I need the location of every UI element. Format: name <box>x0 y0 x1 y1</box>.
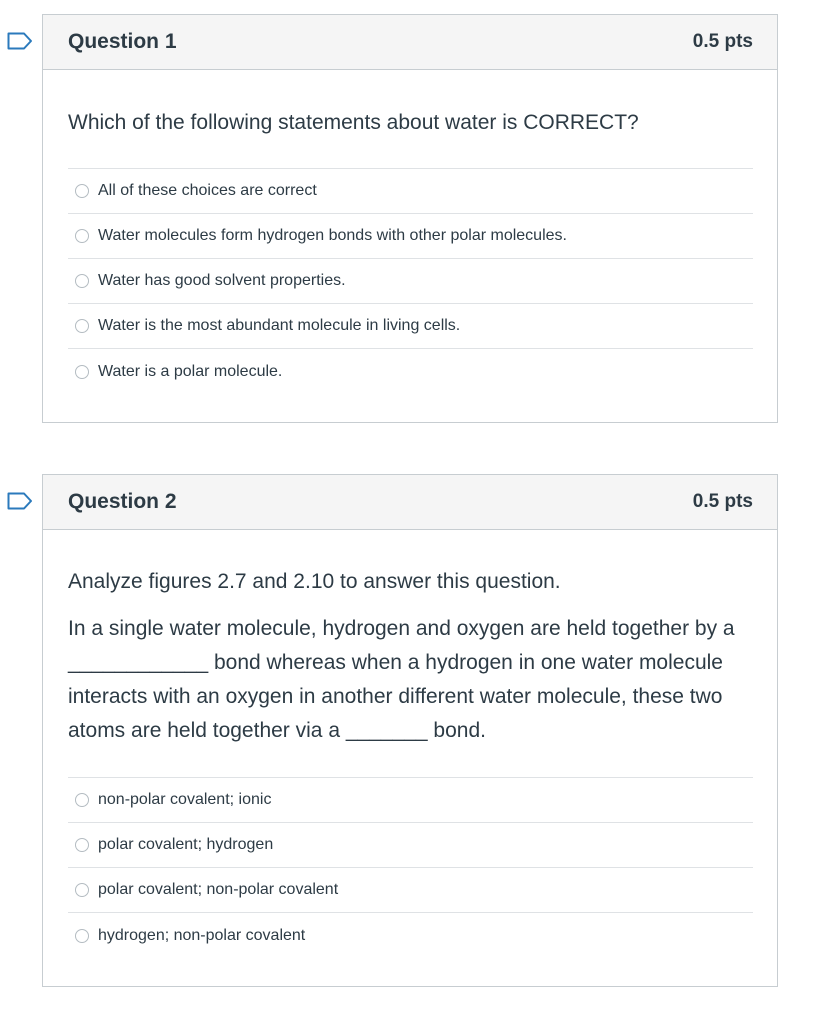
question-points: 0.5 pts <box>692 491 753 512</box>
answer-option[interactable] <box>68 913 753 958</box>
answer-label[interactable]: Water is a polar molecule. <box>98 362 283 380</box>
answer-option[interactable] <box>68 259 753 304</box>
radio-button[interactable] <box>75 838 89 852</box>
question-body <box>43 106 777 394</box>
answer-label[interactable]: polar covalent; hydrogen <box>98 836 274 853</box>
radio-button[interactable] <box>75 319 89 333</box>
question-card <box>42 14 778 423</box>
answer-list <box>68 777 753 958</box>
question-points: 0.5 pts <box>692 31 753 52</box>
answer-list <box>68 168 753 394</box>
question-title: Question 1 <box>68 30 177 53</box>
question-prompt-paragraph: In a single water molecule, hydrogen and oxygen are held together by a ____________ bond whereas when a hydrogen in one water molecule interacts with an oxygen in another different water molecule, these two atoms are held together via a _______ bond. <box>68 617 735 742</box>
question-title: Question 2 <box>68 490 177 513</box>
flag-question-icon[interactable] <box>7 492 33 510</box>
question-prompt-line: Analyze figures 2.7 and 2.10 to answer this question. <box>68 570 561 593</box>
question-card <box>42 474 778 987</box>
answer-label[interactable]: Water has good solvent properties. <box>98 272 346 289</box>
question-header <box>43 475 777 530</box>
answer-option[interactable] <box>68 214 753 259</box>
answer-option[interactable] <box>68 823 753 868</box>
answer-label[interactable]: hydrogen; non-polar covalent <box>98 926 306 944</box>
radio-button[interactable] <box>75 229 89 243</box>
question-body <box>43 565 777 958</box>
radio-button[interactable] <box>75 365 89 379</box>
answer-option[interactable] <box>68 169 753 214</box>
answer-option[interactable] <box>68 778 753 823</box>
radio-button[interactable] <box>75 793 89 807</box>
answer-label[interactable]: non-polar covalent; ionic <box>98 791 272 808</box>
question-prompt: Which of the following statements about water is CORRECT? <box>68 111 639 134</box>
radio-button[interactable] <box>75 929 89 943</box>
answer-label[interactable]: polar covalent; non-polar covalent <box>98 881 339 898</box>
answer-option[interactable] <box>68 868 753 913</box>
question-header <box>43 15 777 70</box>
flag-question-icon[interactable] <box>7 32 33 50</box>
radio-button[interactable] <box>75 184 89 198</box>
answer-label[interactable]: Water molecules form hydrogen bonds with other polar molecules. <box>98 227 567 244</box>
answer-option[interactable] <box>68 349 753 394</box>
radio-button[interactable] <box>75 274 89 288</box>
answer-option[interactable] <box>68 304 753 349</box>
radio-button[interactable] <box>75 883 89 897</box>
answer-label[interactable]: Water is the most abundant molecule in living cells. <box>98 317 461 334</box>
answer-label[interactable]: All of these choices are correct <box>98 182 317 199</box>
